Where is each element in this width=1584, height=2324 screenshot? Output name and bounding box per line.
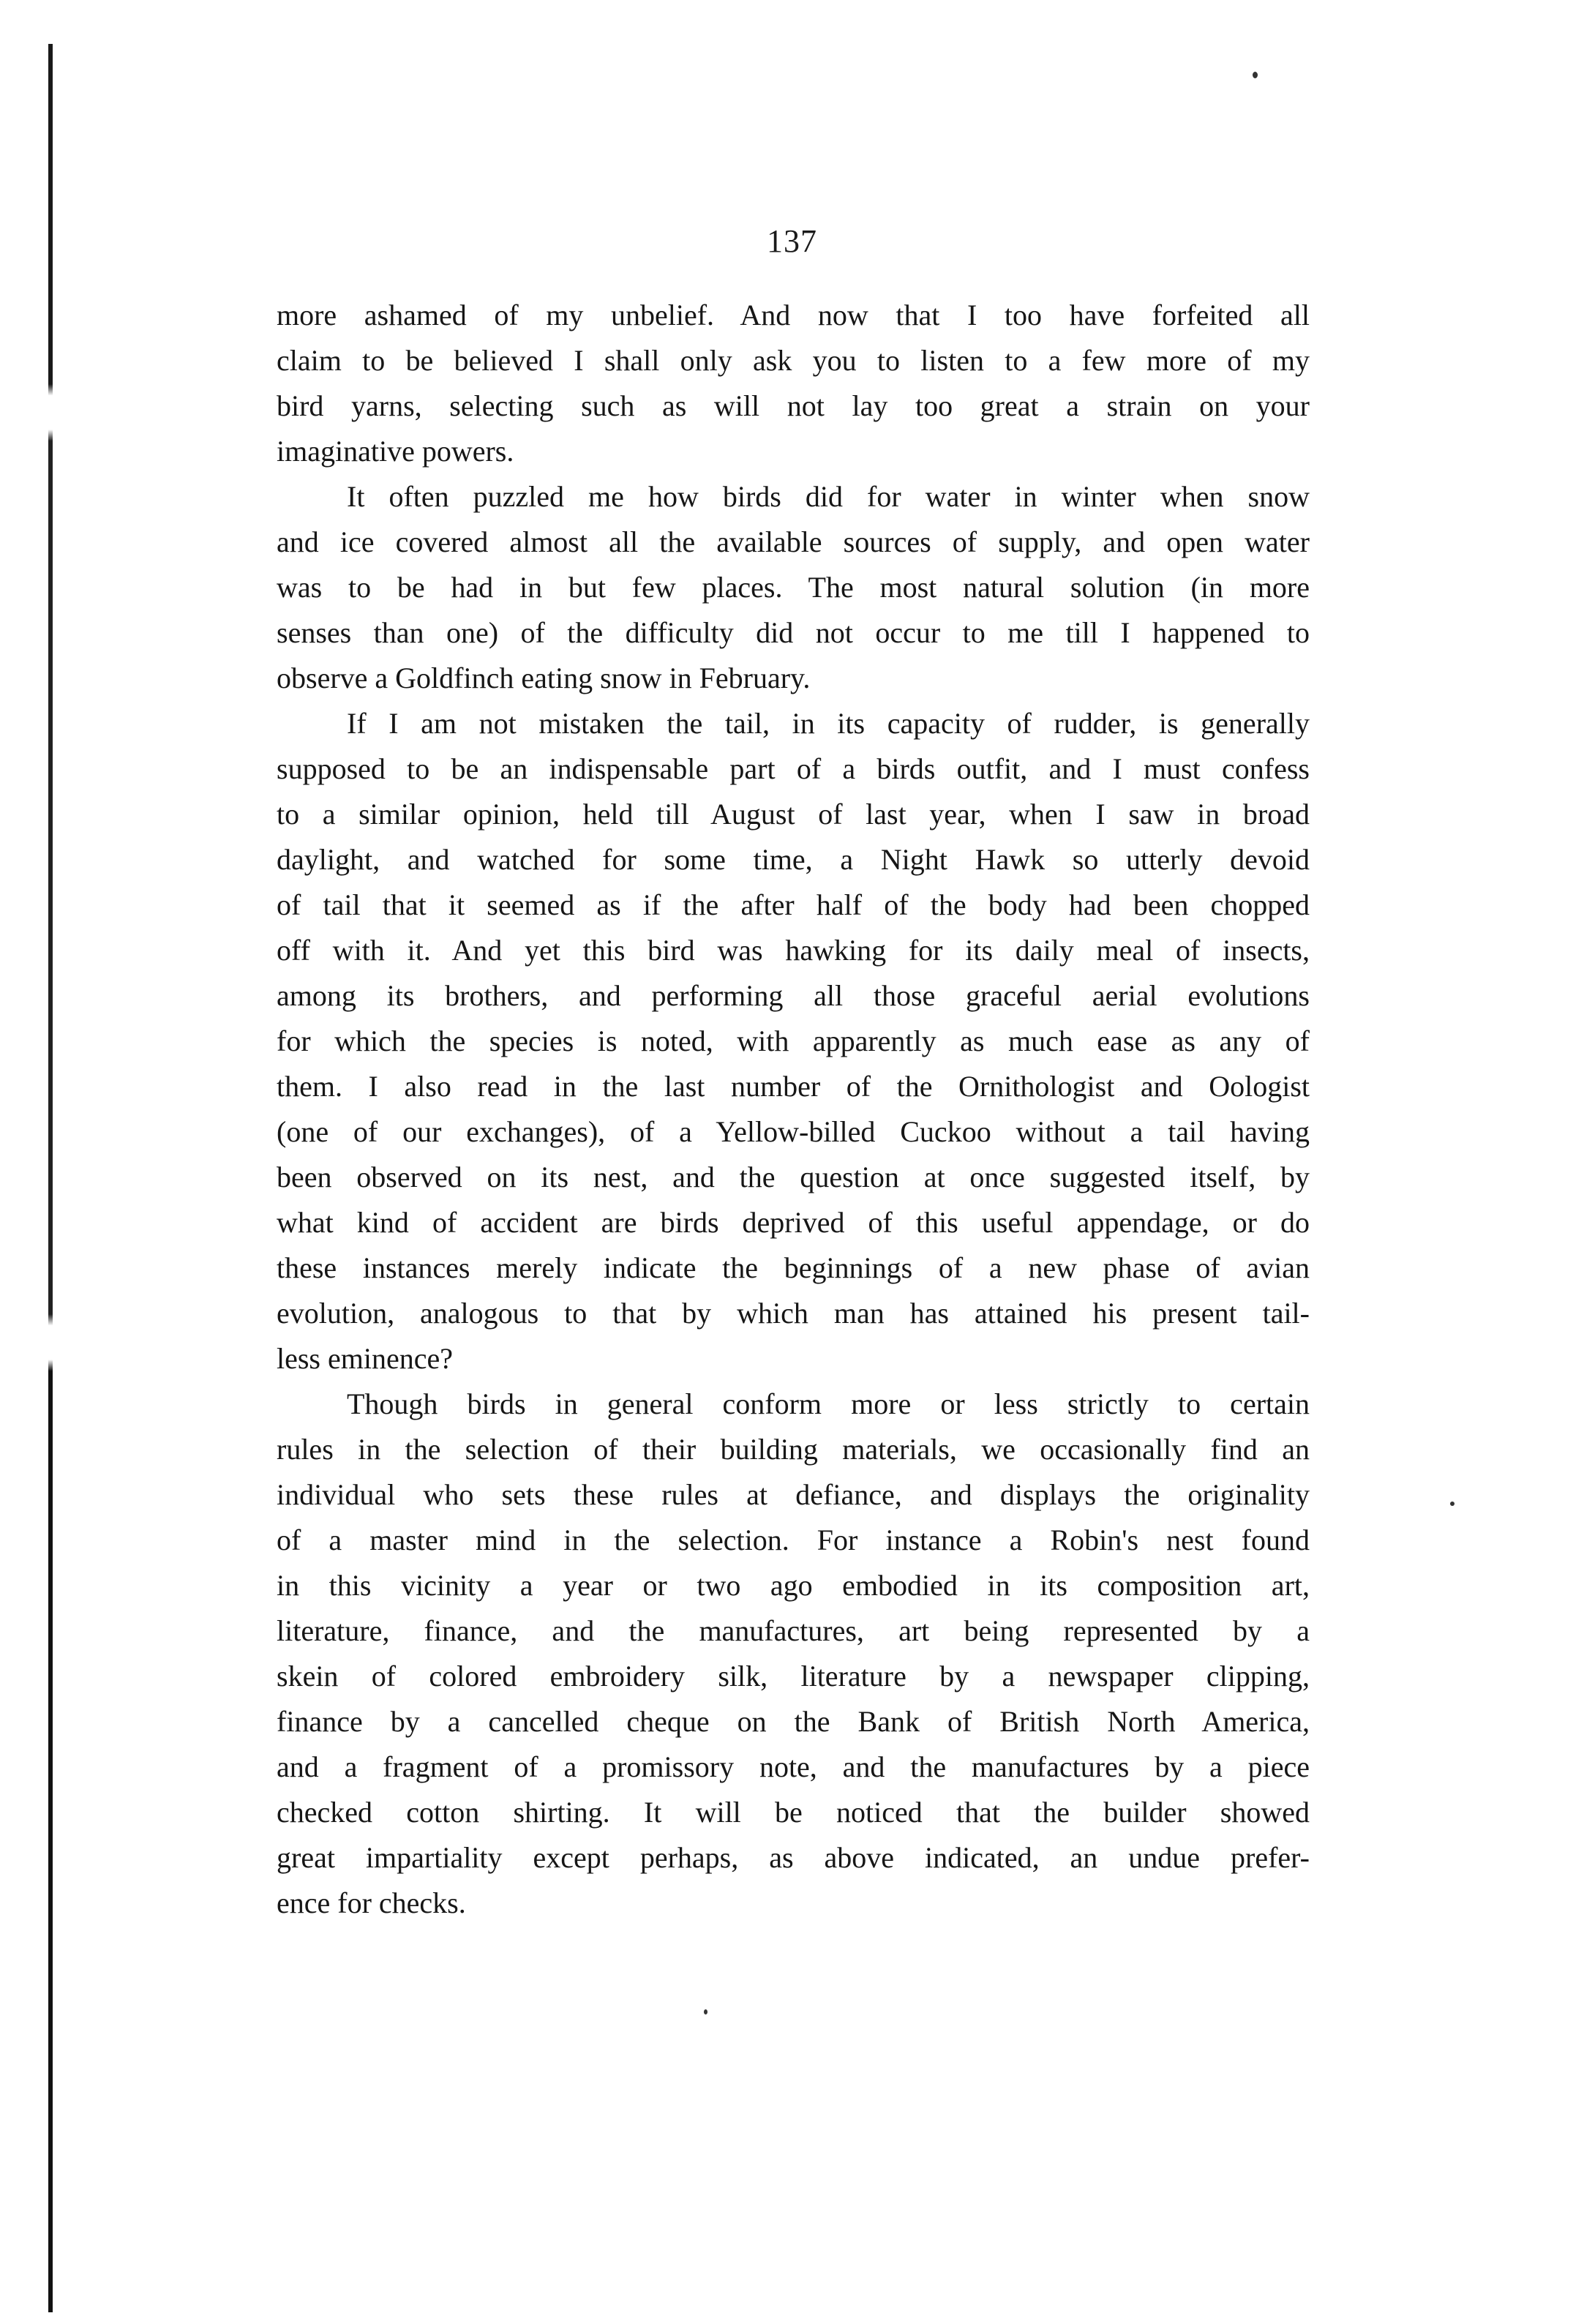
text-line: literature, finance, and the manufactures, art being represented by a — [277, 1614, 1310, 1647]
text-line: claim to be believed I shall only ask you to listen to a few more of my — [277, 344, 1310, 377]
text-line: less eminence? — [277, 1342, 453, 1375]
scan-speck — [1253, 72, 1258, 78]
text-line: in this vicinity a year or two ago embodied in its composition art, — [277, 1569, 1310, 1602]
text-line: was to be had in but few places. The most natural solution (in more — [277, 571, 1310, 604]
text-line: been observed on its nest, and the question at once suggested itself, by — [277, 1161, 1310, 1193]
text-line: and ice covered almost all the available sources of supply, and open water — [277, 525, 1310, 558]
text-line: (one of our exchanges), of a Yellow-billed Cuckoo without a tail having — [277, 1115, 1310, 1148]
text-line: of a master mind in the selection. For instance a Robin's nest found — [277, 1523, 1310, 1556]
paragraph — [277, 474, 1310, 701]
text-line: of tail that it seemed as if the after half of the body had been chopped — [277, 888, 1310, 921]
text-line: individual who sets these rules at defiance, and displays the originality — [277, 1478, 1310, 1511]
text-line: great impartiality except perhaps, as above indicated, an undue prefer- — [277, 1841, 1310, 1874]
text-line: evolution, analogous to that by which man has attained his present tail- — [277, 1297, 1310, 1330]
text-line: daylight, and watched for some time, a Night Hawk so utterly devoid — [277, 843, 1310, 876]
paragraph — [277, 701, 1310, 1382]
text-line: skein of colored embroidery silk, literature by a newspaper clipping, — [277, 1660, 1310, 1693]
text-line: for which the species is noted, with apparently as much ease as any of — [277, 1024, 1310, 1057]
text-line: rules in the selection of their building materials, we occasionally find an — [277, 1433, 1310, 1466]
text-line: what kind of accident are birds deprived of this useful appendage, or do — [277, 1206, 1310, 1239]
text-line: bird yarns, selecting such as will not lay too great a strain on your — [277, 389, 1310, 422]
text-line: It often puzzled me how birds did for water in winter when snow — [347, 480, 1310, 513]
body-text — [277, 293, 1310, 1926]
text-line: off with it. And yet this bird was hawking for its daily meal of insects, — [277, 934, 1310, 967]
text-line: and a fragment of a promissory note, and the manufactures by a piece — [277, 1750, 1310, 1783]
text-line: checked cotton shirting. It will be noticed that the builder showed — [277, 1796, 1310, 1829]
text-line: among its brothers, and performing all those graceful aerial evolutions — [277, 979, 1310, 1012]
text-line: them. I also read in the last number of the Ornithologist and Oologist — [277, 1070, 1310, 1103]
text-line: supposed to be an indispensable part of a birds outfit, and I must confess — [277, 752, 1310, 785]
text-line: If I am not mistaken the tail, in its capacity of rudder, is generally — [347, 707, 1310, 740]
text-line: to a similar opinion, held till August of last year, when I saw in broad — [277, 798, 1310, 831]
text-line: Though birds in general conform more or less strictly to certain — [347, 1387, 1310, 1420]
scan-speck — [704, 2009, 707, 2014]
text-line: senses than one) of the difficulty did not occur to me till I happened to — [277, 616, 1310, 649]
text-line: more ashamed of my unbelief. And now that I too have forfeited all — [277, 299, 1310, 331]
text-line: finance by a cancelled cheque on the Bank of British North America, — [277, 1705, 1310, 1738]
paragraph — [277, 1382, 1310, 1926]
text-line: ence for checks. — [277, 1886, 466, 1919]
paragraph — [277, 293, 1310, 474]
text-line: these instances merely indicate the beginnings of a new phase of avian — [277, 1251, 1310, 1284]
text-line: imaginative powers. — [277, 435, 514, 468]
page-number: 137 — [767, 223, 817, 259]
binding-edge — [48, 44, 53, 2312]
scan-speck — [1450, 1502, 1454, 1506]
text-line: observe a Goldfinch eating snow in February. — [277, 661, 811, 694]
